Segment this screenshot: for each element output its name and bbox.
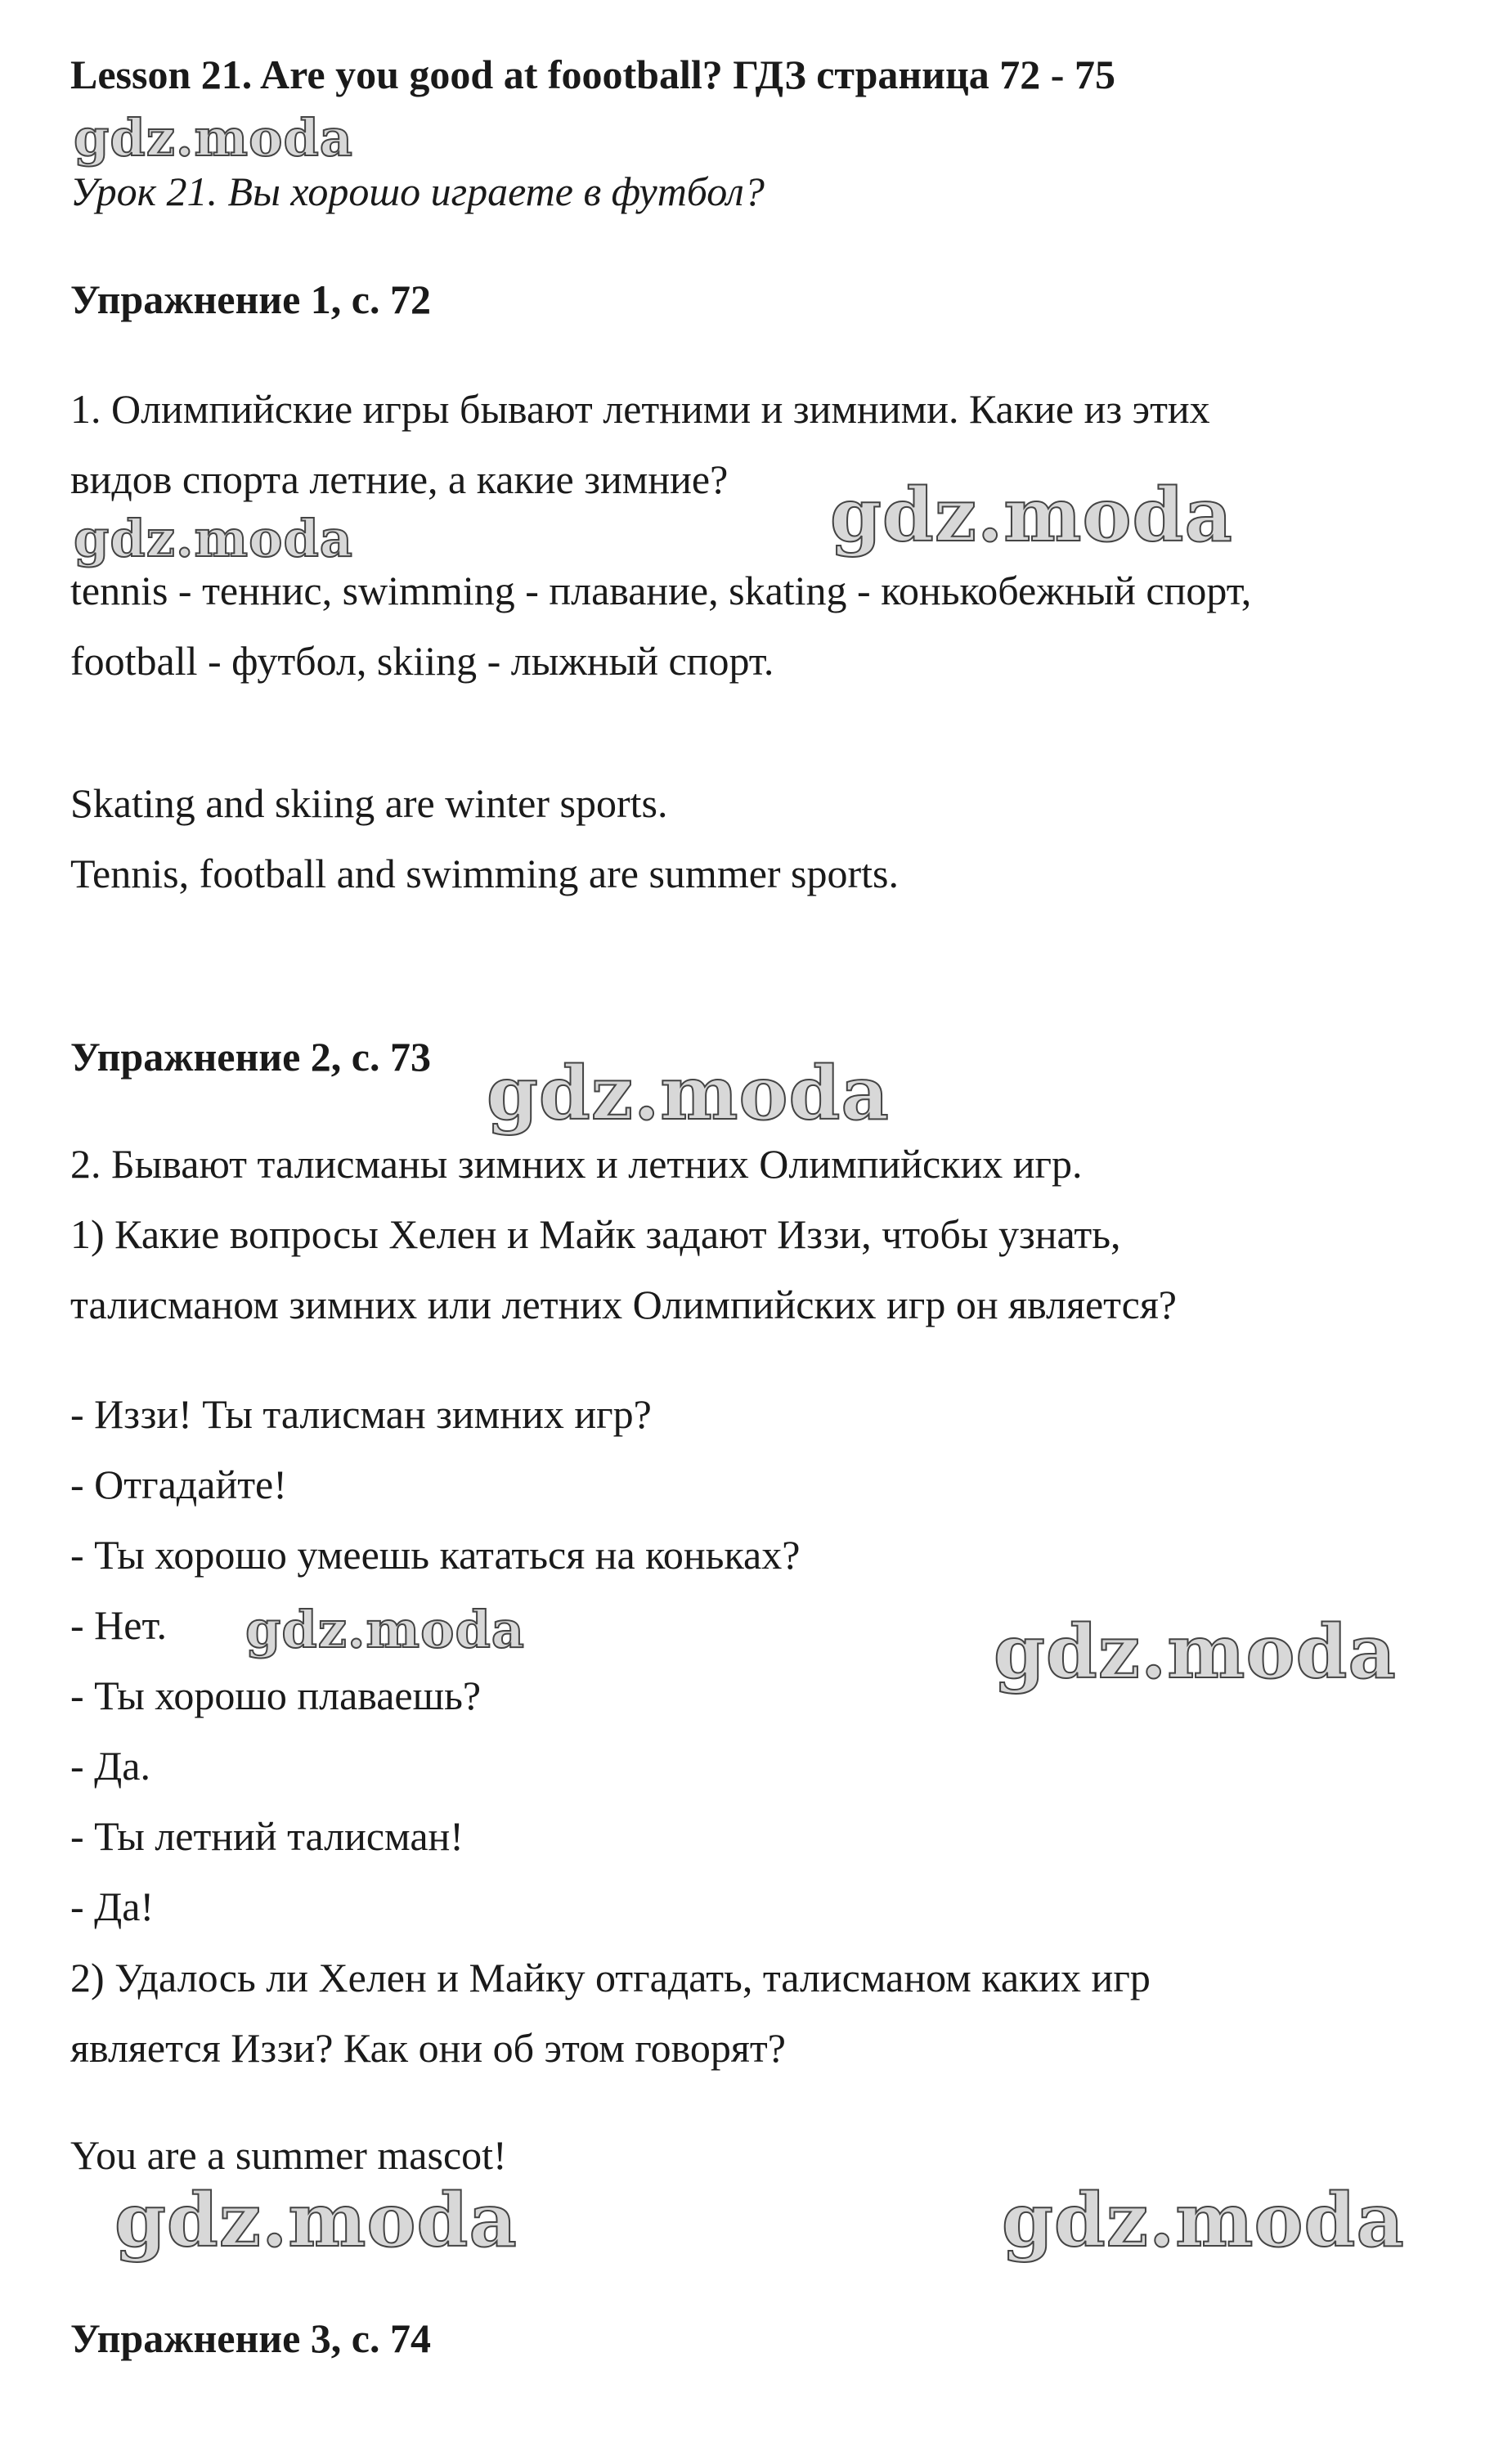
exercise-1-answer-line: Tennis, football and swimming are summer sports. bbox=[70, 851, 900, 896]
exercise-2-task2-line: 2) Удалось ли Хелен и Майку отгадать, талисманом каких игр bbox=[70, 1955, 1151, 2000]
dialog-line: - Ты летний талисман! bbox=[70, 1813, 464, 1859]
watermark: gdz.moda bbox=[994, 1609, 1397, 1695]
exercise-1-vocab-line: tennis - теннис, swimming - плавание, skating - конькобежный спорт, bbox=[70, 568, 1252, 613]
exercise-2-task2-line: является Иззи? Как они об этом говорят? bbox=[70, 2025, 786, 2071]
dialog-line: - Иззи! Ты талисман зимних игр? bbox=[70, 1391, 652, 1437]
page-subtitle: Урок 21. Вы хорошо играете в футбол? bbox=[70, 168, 765, 214]
exercise-2-heading: Упражнение 2, с. 73 bbox=[70, 1034, 431, 1080]
watermark: gdz.moda bbox=[245, 1600, 525, 1659]
dialog-line: - Да! bbox=[70, 1884, 155, 1929]
dialog-line: - Ты хорошо умеешь кататься на коньках? bbox=[70, 1532, 801, 1578]
dialog-line: - Ты хорошо плаваешь? bbox=[70, 1672, 482, 1718]
exercise-2-task-line: 1) Какие вопросы Хелен и Майк задают Иззи, чтобы узнать, bbox=[70, 1211, 1121, 1257]
exercise-1-task-line: видов спорта летние, а какие зимние? bbox=[70, 456, 729, 502]
dialog-line: - Отгадайте! bbox=[70, 1461, 287, 1507]
exercise-1-answer-line: Skating and skiing are winter sports. bbox=[70, 780, 668, 826]
watermark: gdz.moda bbox=[114, 2177, 518, 2264]
exercise-1-vocab-line: football - футбол, skiing - лыжный спорт. bbox=[70, 638, 774, 684]
watermark: gdz.moda bbox=[74, 509, 353, 568]
exercise-2-task-line: 2. Бывают талисманы зимних и летних Олимпийских игр. bbox=[70, 1141, 1083, 1187]
watermark: gdz.moda bbox=[830, 472, 1233, 559]
watermark: gdz.moda bbox=[74, 108, 353, 168]
dialog-line: - Нет. bbox=[70, 1602, 168, 1648]
dialog-line: - Да. bbox=[70, 1743, 150, 1789]
page-title: Lesson 21. Are you good at foootball? ГДЗ страница 72 - 75 bbox=[70, 52, 1115, 97]
exercise-3-heading: Упражнение 3, с. 74 bbox=[70, 2315, 431, 2361]
exercise-1-heading: Упражнение 1, с. 72 bbox=[70, 276, 431, 322]
watermark: gdz.moda bbox=[1002, 2177, 1405, 2264]
watermark: gdz.moda bbox=[487, 1050, 890, 1137]
exercise-2-answer: You are a summer mascot! bbox=[70, 2132, 507, 2178]
exercise-2-task-line: талисманом зимних или летних Олимпийских игр он является? bbox=[70, 1282, 1178, 1327]
exercise-1-task-line: 1. Олимпийские игры бывают летними и зимними. Какие из этих bbox=[70, 386, 1210, 432]
